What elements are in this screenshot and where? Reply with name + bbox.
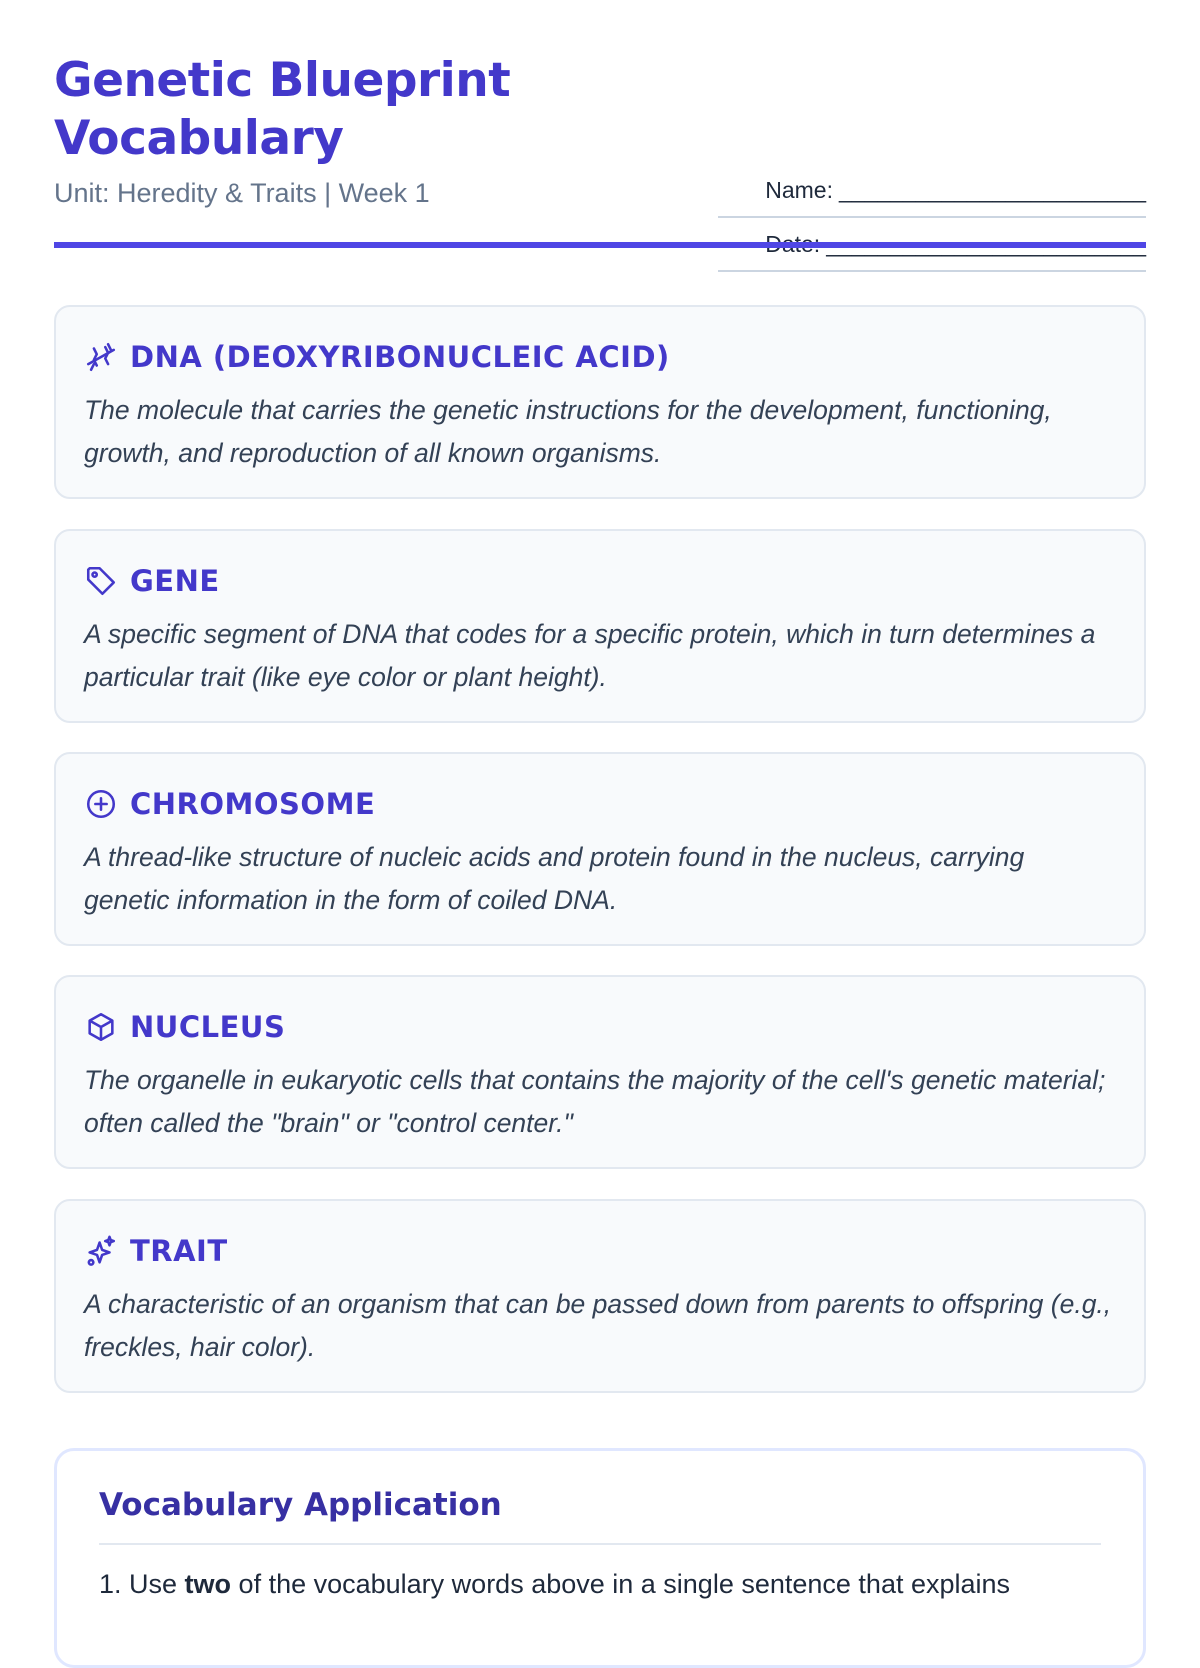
worksheet-header (54, 52, 1146, 248)
term-card-dna (54, 305, 1146, 499)
dna-icon (84, 340, 118, 374)
name-blank[interactable]: ________________________ (839, 176, 1146, 203)
term-definition: The molecule that carries the genetic instructions for the development, functioning, growth, and reproduction of all known organisms. (84, 395, 1052, 468)
term-card-nucleus (54, 975, 1146, 1169)
term-title: DNA (DEOXYRIBONUCLEIC ACID) (130, 340, 670, 374)
term-definition: A thread-like structure of nucleic acids and protein found in the nucleus, carrying genetic information in the form of coiled DNA. (84, 842, 1025, 915)
term-definition: The organelle in eukaryotic cells that contains the majority of the cell's genetic material; often called the "brain" or "control center." (84, 1065, 1106, 1138)
term-card-trait (54, 1199, 1146, 1393)
term-title: TRAIT (130, 1234, 228, 1268)
term-card-chromosome (54, 752, 1146, 946)
name-label: Name: (765, 176, 833, 203)
term-card-gene (54, 529, 1146, 723)
term-title: NUCLEUS (130, 1010, 286, 1044)
section-title: Vocabulary Application (99, 1487, 1101, 1545)
vocabulary-application-section (54, 1448, 1146, 1668)
question-1 (99, 1569, 1101, 1600)
term-definition: A characteristic of an organism that can be passed down from parents to offspring (e.g., freckles, hair color). (84, 1289, 1112, 1362)
plus-circle-icon (84, 787, 118, 821)
unit-subtitle: Unit: Heredity & Traits | Week 1 (54, 178, 430, 208)
title-line-1: Genetic Blueprint (54, 53, 511, 108)
title-line-2: Vocabulary (54, 111, 344, 166)
tag-icon (84, 564, 118, 598)
student-fields (718, 164, 1146, 272)
term-title: GENE (130, 564, 220, 598)
page-title (54, 52, 674, 168)
question-suffix: of the vocabulary words above in a single sentence that explains (231, 1569, 1011, 1599)
sparkles-icon (84, 1234, 118, 1268)
cube-icon (84, 1010, 118, 1044)
term-title: CHROMOSOME (130, 787, 376, 821)
term-definition: A specific segment of DNA that codes for a specific protein, which in turn determines a particular trait (like eye color or plant height). (84, 619, 1096, 692)
name-field[interactable] (718, 164, 1146, 218)
question-prefix: 1. Use (99, 1569, 185, 1599)
question-emphasis: two (184, 1569, 232, 1599)
header-divider (54, 242, 1146, 248)
